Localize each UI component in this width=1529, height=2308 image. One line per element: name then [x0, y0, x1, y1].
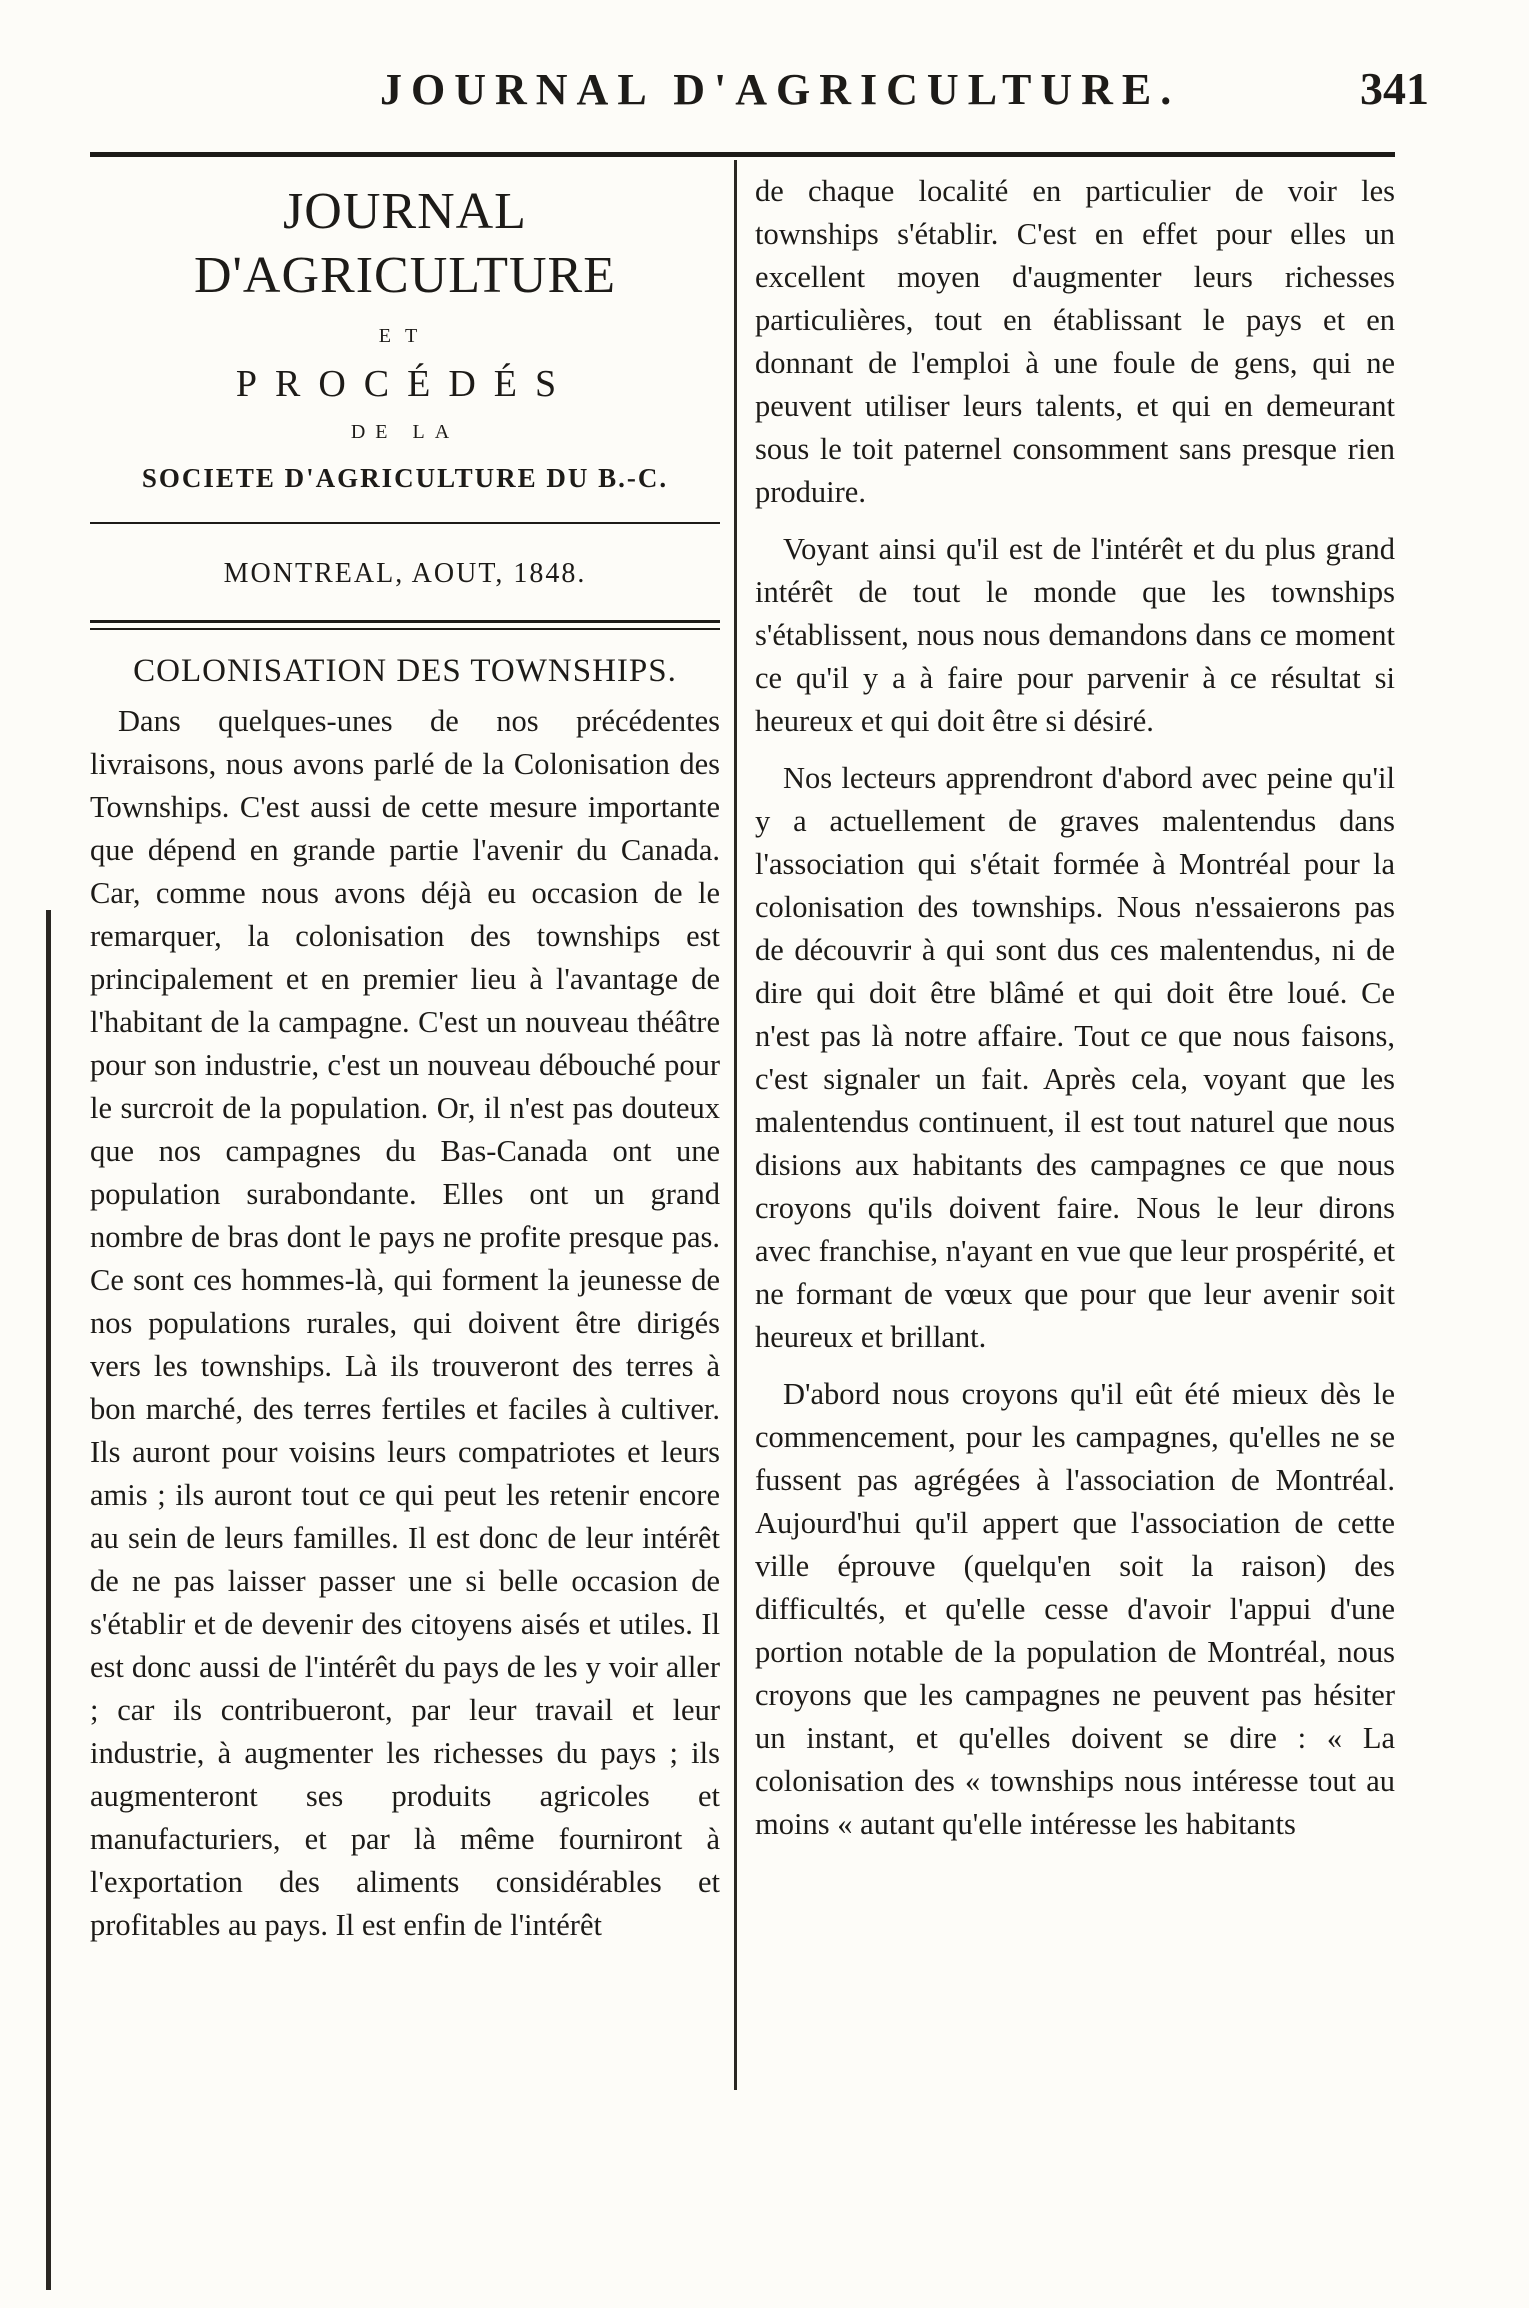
page-number: 341	[1360, 63, 1429, 114]
article-title: COLONISATION DES TOWNSHIPS.	[133, 653, 677, 689]
running-head	[0, 60, 1529, 140]
masthead-de-la: DE LA	[350, 421, 460, 443]
top-rule	[90, 152, 1395, 157]
double-rule	[90, 620, 720, 630]
masthead-title: JOURNAL D'AGRICULTURE	[193, 183, 617, 304]
article-paragraph: Nos lecteurs apprendront d'abord avec peine qu'il y a actuellement de graves malentendus dans l'association qui s'était formée à Montréal pour la colonisation des townships. Nous n'essaierons pas de découvrir à qui sont dus ces malentendus, ni de dire qui doit être blâmé et qui doit être loué. Ce n'est pas là notre affaire. Tout ce que nous faisons, c'est signaler un fait. Après cela, voyant que les malentendus continuent, il est tout naturel que nous disions aux habitants des campagnes ce que nous croyons qu'ils doivent faire. Nous le leur dirons avec franchise, n'ayant en vue que leur prospérité, et ne formant de vœux que pour que leur avenir soit heureux et brillant.	[755, 761, 1395, 1354]
running-head-title: JOURNAL D'AGRICULTURE.	[380, 65, 1181, 114]
left-column	[90, 170, 720, 1947]
masthead-rule	[90, 522, 720, 524]
masthead	[90, 180, 720, 504]
article-paragraph: de chaque localité en particulier de voir les townships s'établir. C'est en effet pour elles un excellent moyen d'augmenter leurs richesses particulières, tout en établissant le pays et en donnant de l'emploi à une foule de gens, qui ne peuvent utiliser leurs talents, et qui en demeurant sous le toit paternel consomment sans presque rien produire.	[755, 174, 1395, 509]
article-paragraph: D'abord nous croyons qu'il eût été mieux dès le commencement, pour les campagnes, qu'elles ne se fussent pas agrégées à l'association de Montréal. Aujourd'hui qu'il appert que l'association de cette ville éprouve (quelqu'en soit la raison) des difficultés, et qu'elle cesse d'avoir l'appui d'une portion notable de la population de Montréal, nous croyons que les campagnes ne peuvent pas hésiter un instant, et qu'elles doivent se dire : « La colonisation des « townships nous intéresse tout au moins « autant qu'elle intéresse les habitants	[755, 1377, 1395, 1841]
masthead-et: ET	[378, 325, 432, 347]
masthead-society: SOCIETE D'AGRICULTURE DU B.-C.	[141, 463, 669, 493]
article-paragraph-left: Dans quelques-unes de nos précédentes livraisons, nous avons parlé de la Colonisation des Townships. C'est aussi de cette mesure importante que dépend en grande partie l'avenir du Canada. Car, comme nous avons déjà eu occasion de le remarquer, la colonisation des townships est principalement et en premier lieu à l'avantage de l'habitant de la campagne. C'est un nouveau théâtre pour son industrie, c'est un nouveau débouché pour le surcroit de la population. Or, il n'est pas douteux que nos campagnes du Bas-Canada ont une population surabondante. Elles ont un grand nombre de bras dont le pays ne profite presque pas. Ce sont ces hommes-là, qui forment la jeunesse de nos populations rurales, qui doivent être dirigés vers les townships. Là ils trouveront des terres à bon marché, des terres fertiles et faciles à cultiver. Ils auront pour voisins leurs compatriotes et leurs amis ; ils auront tout ce qui peut les retenir encore au sein de leurs familles. Il est donc de leur intérêt de ne pas laisser passer une si belle occasion de s'établir et de devenir des citoyens aisés et utiles. Il est donc aussi de l'intérêt du pays de les y voir aller ; car ils contribueront, par leur travail et leur industrie, à augmenter les richesses du pays ; ils augmenteront ses produits agricoles et manufacturiers, et par là même fourniront à l'exportation des aliments considérables et profitables au pays. Il est enfin de l'intérêt	[90, 704, 720, 1942]
issue-date: MONTREAL, AOUT, 1848.	[223, 558, 587, 589]
masthead-procedes: PROCÉDÉS	[235, 363, 575, 405]
article-paragraph: Voyant ainsi qu'il est de l'intérêt et du plus grand intérêt de tout le monde que les townships s'établissent, nous nous demandons dans ce moment ce qu'il y a à faire pour parvenir à ce résultat si heureux et qui doit être si désiré.	[755, 532, 1395, 738]
column-divider	[734, 160, 737, 2090]
margin-mark	[46, 910, 51, 2290]
right-column	[755, 170, 1395, 1846]
